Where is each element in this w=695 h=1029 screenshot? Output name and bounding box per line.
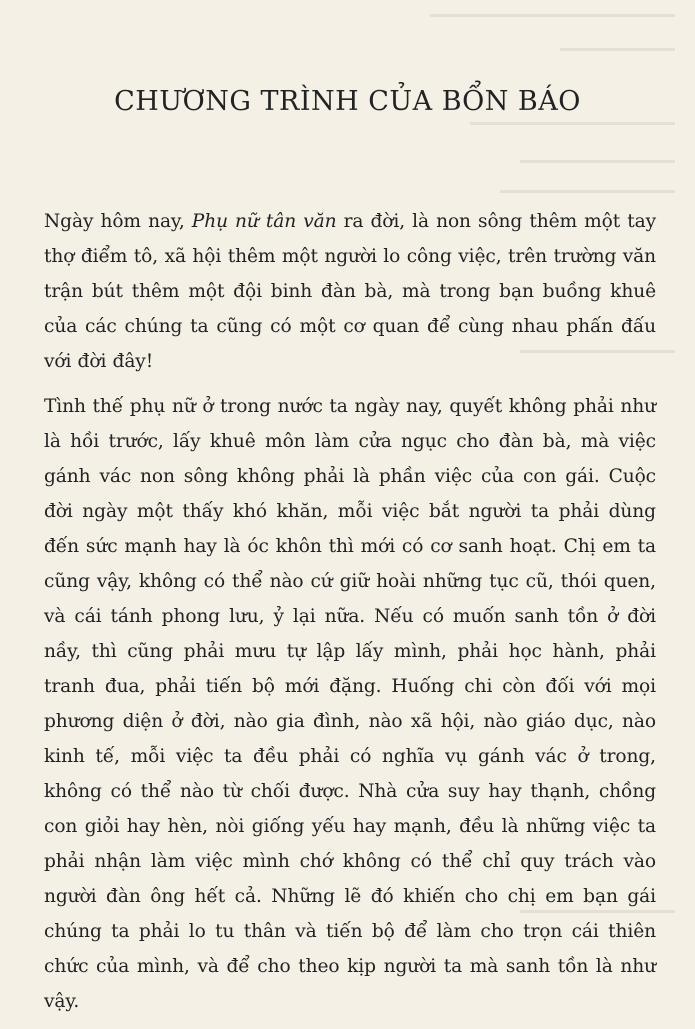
newspaper-name: Phụ nữ tân văn [191, 211, 337, 232]
article-body [44, 204, 656, 1029]
paragraph-2: Tình thế phụ nữ ở trong nước ta ngày nay, quyết không phải như là hồi trước, lấy khuê môn làm cửa ngục cho đàn bà, mà việc gánh vác non sông không phải là phần việc của con gái. Cuộc đời ngày một thấy khó khăn, mỗi việc bắt người ta phải dùng đến sức mạnh hay là óc khôn thì mới có cơ sanh hoạt. Chị em ta cũng vậy, không có thể nào cứ giữ hoài những tục cũ, thói quen, và cái tánh phong lưu, ỷ lại nữa. Nếu có muốn sanh tồn ở đời nầy, thì cũng phải mưu tự lập lấy mình, phải học hành, phải tranh đua, phải tiến bộ mới đặng. Huống chi còn đối với mọi phương diện ở đời, nào gia đình, nào xã hội, nào giáo dục, nào kinh tế, mỗi việc ta đều phải có nghĩa vụ gánh vác ở trong, không có thể nào từ chối được. Nhà cửa suy hay thạnh, chồng con giỏi hay hèn, nòi giống yếu hay mạnh, đều là những việc ta phải nhận làm việc mình chớ không có thể chỉ quy trách vào người đàn ông hết cả. Những lẽ đó khiến cho chị em bạn gái chúng ta phải lo tu thân và tiến bộ để làm cho trọn cái thiên chức của mình, và để cho theo kịp người ta mà sanh tồn là như vậy. [44, 396, 656, 1012]
page-title: CHƯƠNG TRÌNH CỦA BỔN BÁO [114, 86, 581, 117]
paragraph-1-before: Ngày hôm nay, [44, 211, 192, 232]
paragraph-1 [44, 204, 656, 379]
paragraph-1-after: ra đời, là non sông thêm một tay thợ điểm tô, xã hội thêm một người lo công việc, trên trường văn trận bút thêm một đội binh đàn bà, mà trong bạn buồng khuê của các chúng ta cũng có một cơ quan để cùng nhau phấn đấu với đời đây! [44, 211, 656, 372]
